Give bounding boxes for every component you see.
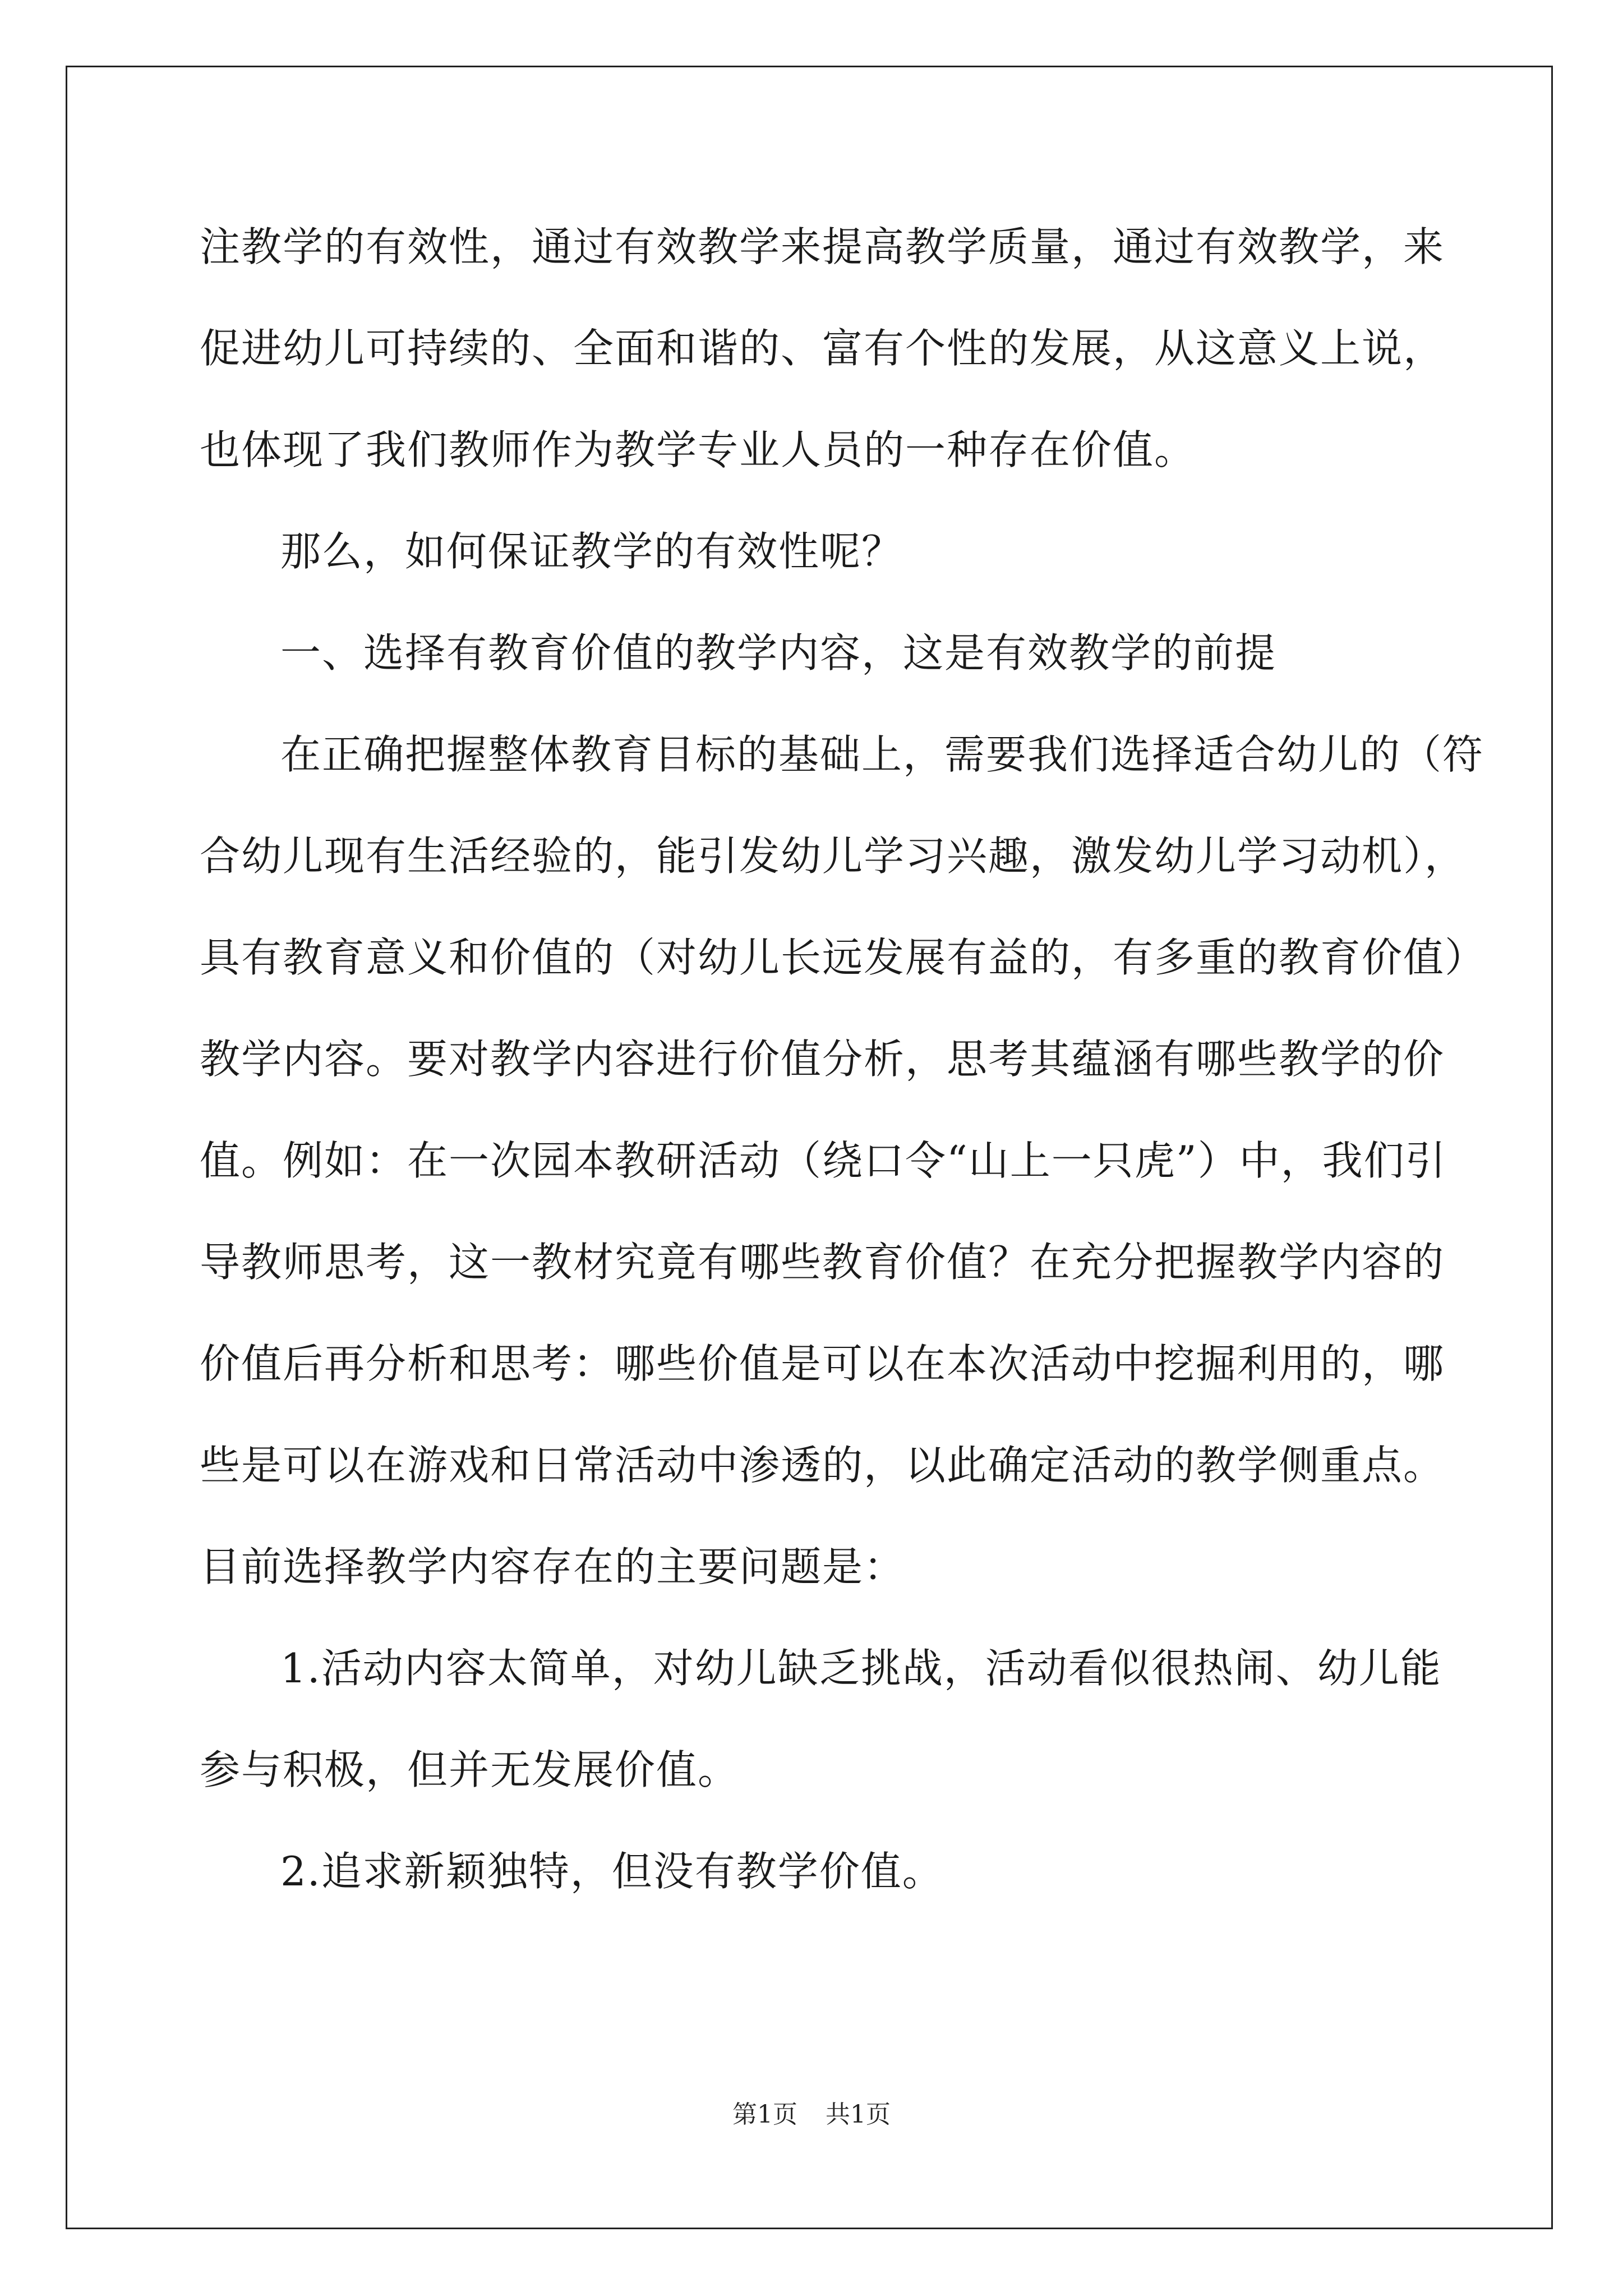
page-total: 共1页 xyxy=(826,2100,891,2129)
text-line: 值。例如：在一次园本教研活动（绕口令“山上一只虎”）中，我们引 xyxy=(200,1137,1447,1184)
text-line: 目前选择教学内容存在的主要问题是： xyxy=(200,1543,906,1590)
page-footer xyxy=(0,2098,1623,2132)
text-line: 促进幼儿可持续的、全面和谐的、富有个性的发展，从这意义上说， xyxy=(200,325,1445,372)
text-line: 参与积极，但并无发展价值。 xyxy=(200,1746,740,1793)
text-line: 注教学的有效性，通过有效教学来提高教学质量，通过有效教学，来 xyxy=(200,223,1445,270)
text-line: 导教师思考，这一教材究竟有哪些教育价值？在充分把握教学内容的 xyxy=(200,1239,1445,1286)
text-line: 价值后再分析和思考：哪些价值是可以在本次活动中挖掘利用的，哪 xyxy=(200,1340,1445,1387)
list-item-2: 2.追求新颖独特，但没有教学价值。 xyxy=(280,1848,944,1895)
text-line: 具有教育意义和价值的（对幼儿长远发展有益的，有多重的教育价值） xyxy=(200,934,1487,981)
paragraph-question: 那么，如何保证教学的有效性呢？ xyxy=(280,528,903,575)
text-line: 些是可以在游戏和日常活动中渗透的，以此确定活动的教学侧重点。 xyxy=(200,1442,1445,1489)
list-item-1: 1.活动内容太简单，对幼儿缺乏挑战，活动看似很热闹、幼儿能 xyxy=(280,1645,1442,1692)
text-line: 教学内容。要对教学内容进行价值分析，思考其蕴涵有哪些教学的价 xyxy=(200,1036,1445,1083)
text-line: 合幼儿现有生活经验的，能引发幼儿学习兴趣，激发幼儿学习动机）， xyxy=(200,832,1467,880)
text-line: 也体现了我们教师作为教学专业人员的一种存在价值。 xyxy=(200,426,1196,473)
page-number: 第1页 xyxy=(732,2100,797,2129)
section-heading: 一、选择有教育价值的教学内容，这是有效教学的前提 xyxy=(280,629,1277,677)
text-line: 在正确把握整体教育目标的基础上，需要我们选择适合幼儿的（符 xyxy=(280,731,1484,778)
